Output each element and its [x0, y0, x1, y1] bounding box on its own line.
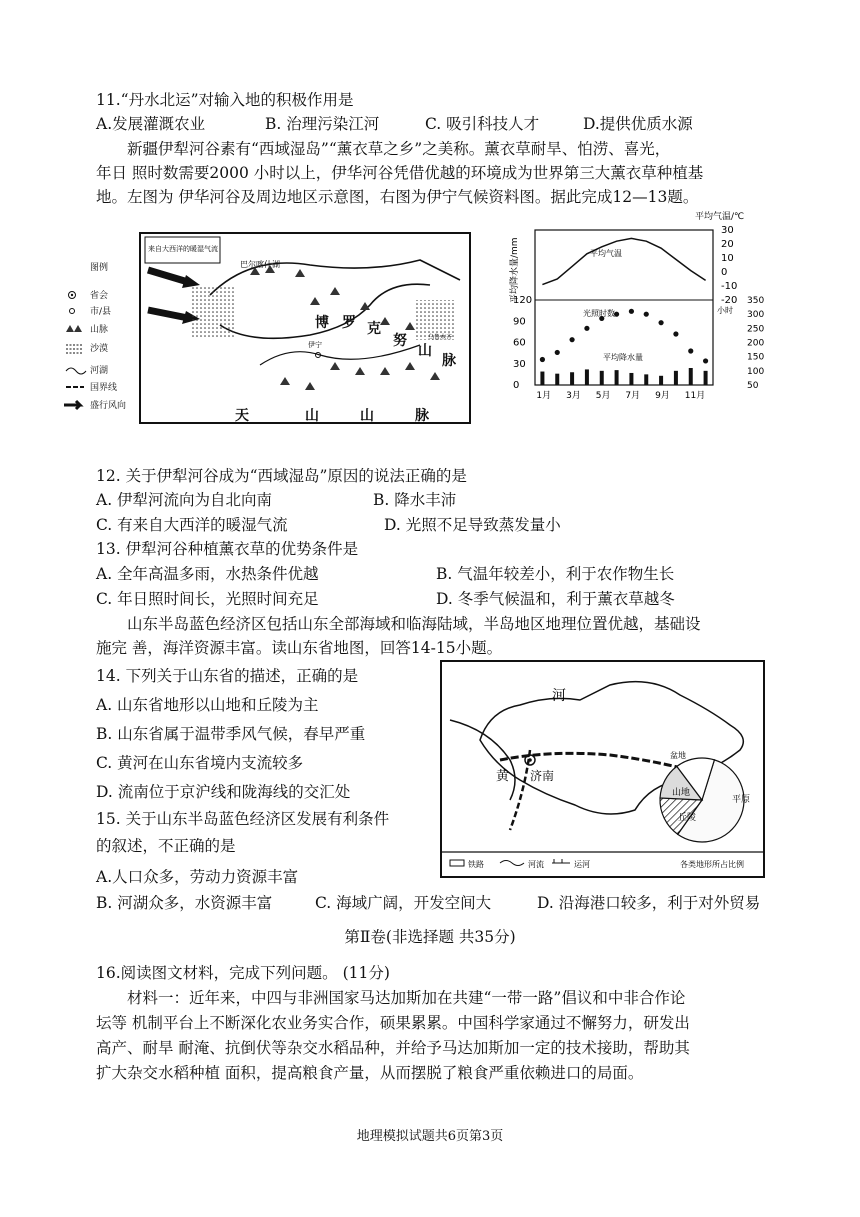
q16-line-2: 坛等 机制平台上不断深化农业务实合作，硕果累累。中国科学家通过不懈努力，研发出: [96, 1014, 690, 1032]
map1-legend-city: 市/县: [90, 307, 112, 317]
map1-legend-mountain: 山脉: [90, 325, 109, 335]
sun-tick-label: 200: [747, 338, 765, 349]
q11-option-d: D.提供优质水源: [583, 115, 693, 133]
q13-option-b: B. 气温年较差小，利于农作物生长: [436, 565, 675, 583]
temp-tick-label: 30: [721, 225, 734, 236]
material2-line-2: 施完 善，海洋资源丰富。读山东省地图，回答14-15小题。: [96, 639, 503, 657]
map1-legend-border: 国界线: [90, 383, 118, 393]
q15-option-a: A.人口众多，劳动力资源丰富: [96, 868, 299, 886]
q12-option-b: B. 降水丰沛: [373, 491, 457, 509]
map2-river-char: 河: [552, 688, 566, 704]
map1-legend-river: 河湖: [90, 366, 109, 376]
sunshine-point: [629, 309, 634, 314]
month-tick-label: 1月: [536, 391, 552, 401]
map1-east-label: 乌鲁木齐: [428, 334, 453, 341]
sunshine-point: [569, 337, 574, 342]
q16-stem: 16.阅读图文材料，完成下列问题。 (11分): [96, 964, 390, 982]
map1-lake-label: 巴尔喀什湖: [240, 260, 280, 269]
yili-valley-map: [60, 215, 475, 430]
temp-tick-label: 10: [721, 253, 734, 264]
material1-line-3: 地。左图为 伊华河谷及周边地区示意图，右图为伊宁气候资料图。据此完成12—13题。: [96, 188, 699, 206]
sun-series-label: 光照时数: [583, 309, 615, 318]
temp-tick-label: 0: [721, 267, 728, 278]
climate-y-left-label: 平均降水量/mm: [510, 237, 520, 303]
precip-bar: [659, 376, 663, 385]
sun-tick-label: 150: [747, 352, 765, 363]
sun-tick-label: 100: [747, 366, 765, 377]
material1-line-2: 年日 照时数需要2000 小时以上，伊华河谷凭借优越的环境成为世界第三大薰衣草种植基: [96, 164, 704, 182]
precip-bar: [629, 373, 633, 385]
q16-line-4: 扩大杂交水稻种植 面积，提高粮食产量，从而摆脱了粮食严重依赖进口的局面。: [96, 1064, 644, 1082]
temp-series-label: 平均气温: [590, 249, 622, 258]
map1-mai: 脉: [442, 353, 456, 369]
sun-tick-label: 50: [747, 381, 759, 391]
map2-legend-canal: 运河: [574, 860, 590, 869]
page-footer: 地理模拟试题共6页第3页: [356, 1129, 504, 1144]
precip-bar: [600, 371, 604, 385]
map1-tian: 天: [235, 408, 249, 424]
precip-tick-label: 120: [513, 295, 533, 306]
q13-stem: 13. 伊犁河谷种植薰衣草的优势条件是: [96, 540, 359, 558]
q15-option-d: D. 沿海港口较多，利于对外贸易: [537, 894, 761, 912]
map1-nu: 努: [393, 333, 407, 349]
q15-stem-1: 15. 关于山东半岛蓝色经济区发展有利条件: [96, 810, 390, 828]
material1-line-1: 新疆伊犁河谷素有“西域湿岛”“薰衣草之乡”之美称。薰衣草耐旱、怕涝、喜光，: [127, 140, 671, 158]
section-2-title: 第Ⅱ卷(非选择题 共35分): [344, 928, 516, 946]
map1-shan: 山: [418, 343, 432, 359]
pie-label-basin: 盆地: [670, 751, 686, 760]
q12-option-a: A. 伊犁河流向为自北向南: [96, 491, 273, 509]
precip-bar: [674, 371, 678, 385]
q14-option-c: C. 黄河在山东省境内支流较多: [96, 754, 304, 772]
precip-tick-label: 0: [513, 380, 520, 391]
month-tick-label: 5月: [595, 391, 611, 401]
map1-bo: 博: [315, 315, 329, 331]
map1-mai-2: 脉: [415, 408, 429, 424]
month-tick-label: 9月: [655, 391, 670, 401]
q12-stem: 12. 关于伊犁河谷成为“西域湿岛”原因的说法正确的是: [96, 467, 467, 485]
map1-shan-2: 山: [305, 408, 319, 424]
sunshine-point: [555, 350, 560, 355]
pie-label-hill: 丘陵: [678, 813, 697, 823]
q12-option-c: C. 有来自大西洋的暖湿气流: [96, 516, 288, 534]
q14-stem: 14. 下列关于山东省的描述，正确的是: [96, 667, 359, 685]
temp-tick-label: -10: [721, 281, 738, 292]
q11-option-a: A.发展灌溉农业: [96, 115, 206, 133]
precip-bar: [704, 371, 708, 385]
precip-bar: [585, 369, 589, 385]
sun-tick-label: 350: [747, 296, 765, 306]
sun-tick-label: 300: [747, 310, 765, 321]
map1-legend-capital: 省会: [90, 291, 109, 301]
temperature-line: [542, 238, 705, 284]
map1-luo: 罗: [342, 315, 356, 331]
precip-tick-label: 60: [513, 337, 526, 349]
climate-y-right-label: 平均气温/℃: [695, 212, 745, 222]
precip-series-label: 平均降水量: [603, 353, 643, 362]
sunshine-point: [540, 357, 545, 362]
sunshine-point: [673, 331, 678, 336]
q15-option-c: C. 海域广阔，开发空间大: [315, 894, 492, 912]
q13-option-c: C. 年日照时间长，光照时间充足: [96, 590, 319, 608]
map2-pie-title: 各类地形所占比例: [680, 860, 744, 869]
q14-option-d: D. 流南位于京沪线和陇海线的交汇处: [96, 783, 351, 801]
map2-jinan-label: 济南: [530, 769, 555, 783]
map1-shan-3: 山: [360, 408, 374, 424]
month-tick-label: 11月: [684, 391, 706, 401]
pie-label-plain: 平原: [732, 795, 751, 805]
q14-option-a: A. 山东省地形以山地和丘陵为主: [96, 696, 319, 714]
map2-huang-char: 黄: [496, 769, 510, 784]
q15-option-b: B. 河湖众多，水资源丰富: [96, 894, 273, 912]
precip-bar: [540, 372, 544, 385]
material2-line-1: 山东半岛蓝色经济区包括山东全部海域和临海陆域，半岛地区地理位置优越，基础设: [127, 615, 701, 633]
sun-tick-label: 250: [747, 324, 765, 335]
temp-tick-label: 20: [721, 239, 734, 250]
temp-tick-label: -20: [721, 295, 738, 306]
sunshine-point: [658, 320, 663, 325]
pie-label-mountain: 山地: [672, 788, 691, 798]
q12-option-d: D. 光照不足导致蒸发量小: [384, 516, 561, 534]
map1-ke: 克: [367, 321, 381, 337]
q14-option-b: B. 山东省属于温带季风气候，春早严重: [96, 725, 366, 743]
q16-line-3: 高产、耐旱 耐淹、抗倒伏等杂交水稻品种，并给予马达加斯加一定的技术接助，帮助其: [96, 1039, 690, 1057]
map1-wind-label: 来自大西洋的暖湿气流: [148, 245, 218, 253]
map2-legend-rail: 铁路: [468, 860, 484, 869]
map1-legend-title: 图例: [90, 263, 109, 273]
map1-legend-desert: 沙漠: [90, 344, 109, 354]
q13-option-d: D. 冬季气候温和，利于薰衣草越冬: [436, 590, 675, 608]
precip-tick-label: 90: [513, 316, 526, 328]
month-tick-label: 7月: [625, 391, 641, 401]
map2-legend-river: 河流: [528, 860, 544, 869]
precip-bar: [615, 370, 619, 385]
yining-climate-chart: [495, 208, 780, 403]
sunshine-point: [703, 358, 708, 363]
q16-line-1: 材料一：近年来，中四与非洲国家马达加斯加在共建“一带一路”倡议和中非合作论: [127, 989, 686, 1007]
precip-bar: [555, 374, 559, 385]
map1-legend-wind: 盛行风向: [90, 401, 127, 411]
precip-tick-label: 30: [513, 358, 526, 370]
sun-unit-label: 小时: [717, 306, 733, 315]
month-tick-label: 3月: [566, 391, 581, 401]
q15-stem-2: 的叙述，不正确的是: [96, 837, 236, 855]
q11-option-b: B. 治理污染江河: [265, 115, 380, 133]
q11-option-c: C. 吸引科技人才: [425, 115, 540, 133]
sunshine-point: [644, 312, 649, 317]
q13-option-a: A. 全年高温多雨，水热条件优越: [96, 565, 319, 583]
sunshine-point: [688, 348, 693, 353]
precip-bar: [570, 372, 574, 385]
sunshine-point: [584, 326, 589, 331]
map1-yining-label: 伊宁: [308, 341, 322, 349]
precip-bar: [644, 374, 648, 385]
q11-stem: 11.“丹水北运”对输入地的积极作用是: [96, 91, 354, 109]
shandong-map: [440, 660, 765, 878]
precip-bar: [689, 368, 693, 385]
